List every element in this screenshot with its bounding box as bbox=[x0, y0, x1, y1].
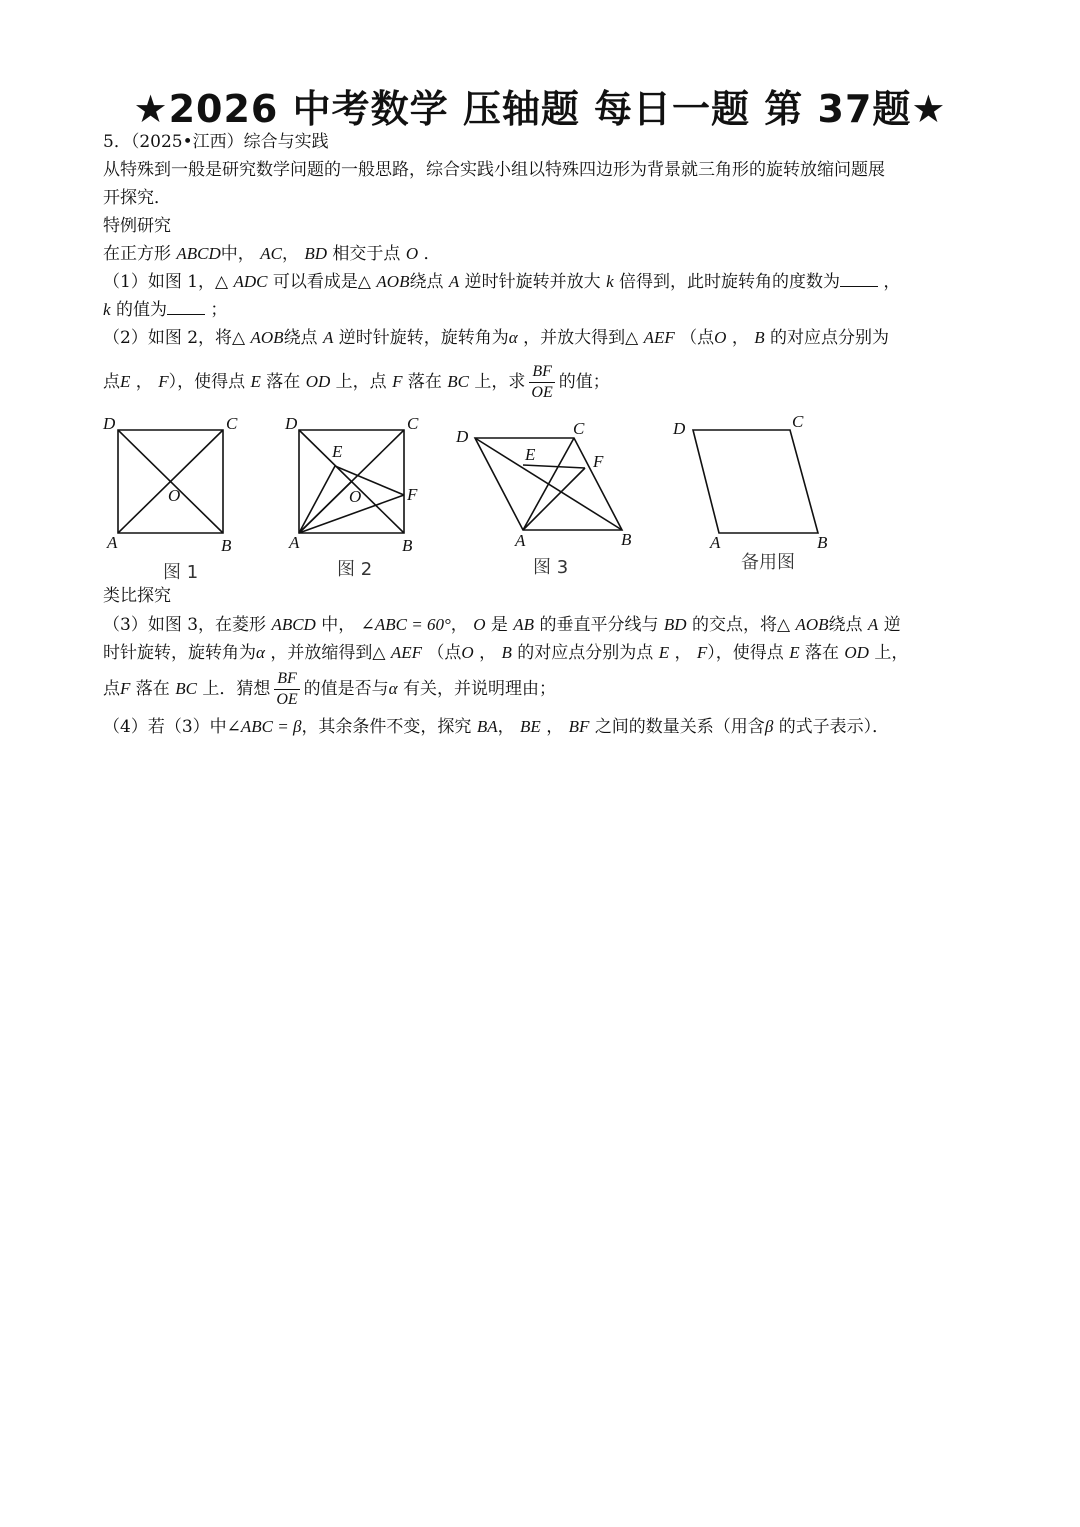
label-a: A bbox=[107, 533, 118, 552]
figure-3 bbox=[450, 405, 640, 585]
problem-text-top bbox=[103, 128, 983, 352]
question-1-line-1: （1）如图 1，△ ADC 可以看成是△ AOB绕点 A 逆时针旋转并放大 k 倍得到，此时旋转角的度数为 ， bbox=[103, 268, 983, 296]
label-o: O bbox=[349, 487, 362, 506]
label-f: F bbox=[407, 485, 418, 504]
section-title-analogy: 类比探究 bbox=[103, 586, 171, 606]
figure-1 bbox=[95, 405, 255, 585]
segment-ef bbox=[523, 465, 585, 468]
label-e: E bbox=[525, 445, 536, 464]
parallelogram-abcd bbox=[693, 430, 818, 533]
question-2-line-2: 点E ， F），使得点 E 落在 OD 上，点 F 落在 BC 上，求 $\frac{BF}{OE}$ 的值； bbox=[103, 363, 610, 401]
label-c: C bbox=[226, 414, 238, 433]
figure-2-caption: 图 2 bbox=[337, 559, 373, 580]
question-4-line-1: （4）若（3）中∠ABC = β，其余条件不变，探究 BA， BE ， BF 之间的数量关系（用含β 的式子表示）． bbox=[103, 717, 890, 737]
question-3-line-2: 时针旋转，旋转角为α ，并放缩得到△ AEF （点O ， B 的对应点分别为点 E ， F），使得点 E 落在 OD 上， bbox=[103, 643, 909, 663]
label-d: D bbox=[103, 414, 116, 433]
intro-line-1: 从特殊到一般是研究数学问题的一般思路，综合实践小组以特殊四边形为背景就三角形的旋转放缩问题展 bbox=[103, 160, 885, 180]
figure-spare-caption: 备用图 bbox=[741, 552, 795, 573]
label-d: D bbox=[673, 419, 686, 438]
section-title-special: 特例研究 bbox=[103, 216, 171, 236]
question-3-line-1: （3）如图 3，在菱形 ABCD 中， ∠ABC = 60°， O 是 AB 的垂直平分线与 BD 的交点，将△ AOB绕点 A 逆 bbox=[103, 615, 901, 635]
label-b: B bbox=[221, 536, 232, 555]
label-c: C bbox=[792, 412, 804, 431]
label-d: D bbox=[285, 414, 298, 433]
question-2-line-1: （2）如图 2，将△ AOB绕点 A 逆时针旋转，旋转角为α ，并放大得到△ AEF （点O ， B 的对应点分别为 bbox=[103, 328, 890, 348]
figure-2 bbox=[280, 405, 430, 585]
fraction-bf-oe: $\frac{BF}{OE}$ bbox=[531, 363, 553, 401]
question-3-line-3: 点F 落在 BC 上．猜想 $\frac{BF}{OE}$ 的值是否与α 有关，并说明理由； bbox=[103, 670, 557, 708]
label-b: B bbox=[402, 536, 413, 555]
answer-blank-k[interactable] bbox=[167, 296, 205, 315]
label-c: C bbox=[407, 414, 419, 433]
label-b: B bbox=[621, 530, 632, 549]
label-e: E bbox=[332, 442, 343, 461]
segment-af bbox=[523, 468, 585, 530]
segment-ao bbox=[299, 482, 351, 533]
setup-line: 在正方形 ABCD中， AC， BD 相交于点 O ． bbox=[103, 244, 441, 264]
figure-3-caption: 图 3 bbox=[533, 557, 569, 578]
label-d: D bbox=[456, 427, 469, 446]
label-c: C bbox=[573, 419, 585, 438]
problem-text-bottom bbox=[103, 582, 983, 741]
segment-ae bbox=[299, 466, 335, 533]
label-b: B bbox=[817, 533, 828, 552]
label-o: O bbox=[168, 486, 181, 505]
label-a: A bbox=[289, 533, 300, 552]
figure-1-caption: 图 1 bbox=[163, 562, 199, 583]
problem-header: 5．（2025•江西）综合与实践 bbox=[103, 132, 329, 152]
intro-line-2: 开探究． bbox=[103, 188, 171, 208]
figure-spare bbox=[665, 405, 845, 585]
fraction-bf-oe-2: $\frac{BF}{OE}$ bbox=[276, 670, 298, 708]
page-title: ★2026 中考数学 压轴题 每日一题 第 37题★ bbox=[133, 87, 947, 131]
answer-blank-angle[interactable] bbox=[840, 268, 878, 287]
segment-ef bbox=[335, 466, 404, 495]
question-1-line-2: k 的值为 ； bbox=[103, 296, 983, 324]
label-a: A bbox=[515, 531, 526, 550]
label-f: F bbox=[593, 452, 604, 471]
label-a: A bbox=[710, 533, 721, 552]
